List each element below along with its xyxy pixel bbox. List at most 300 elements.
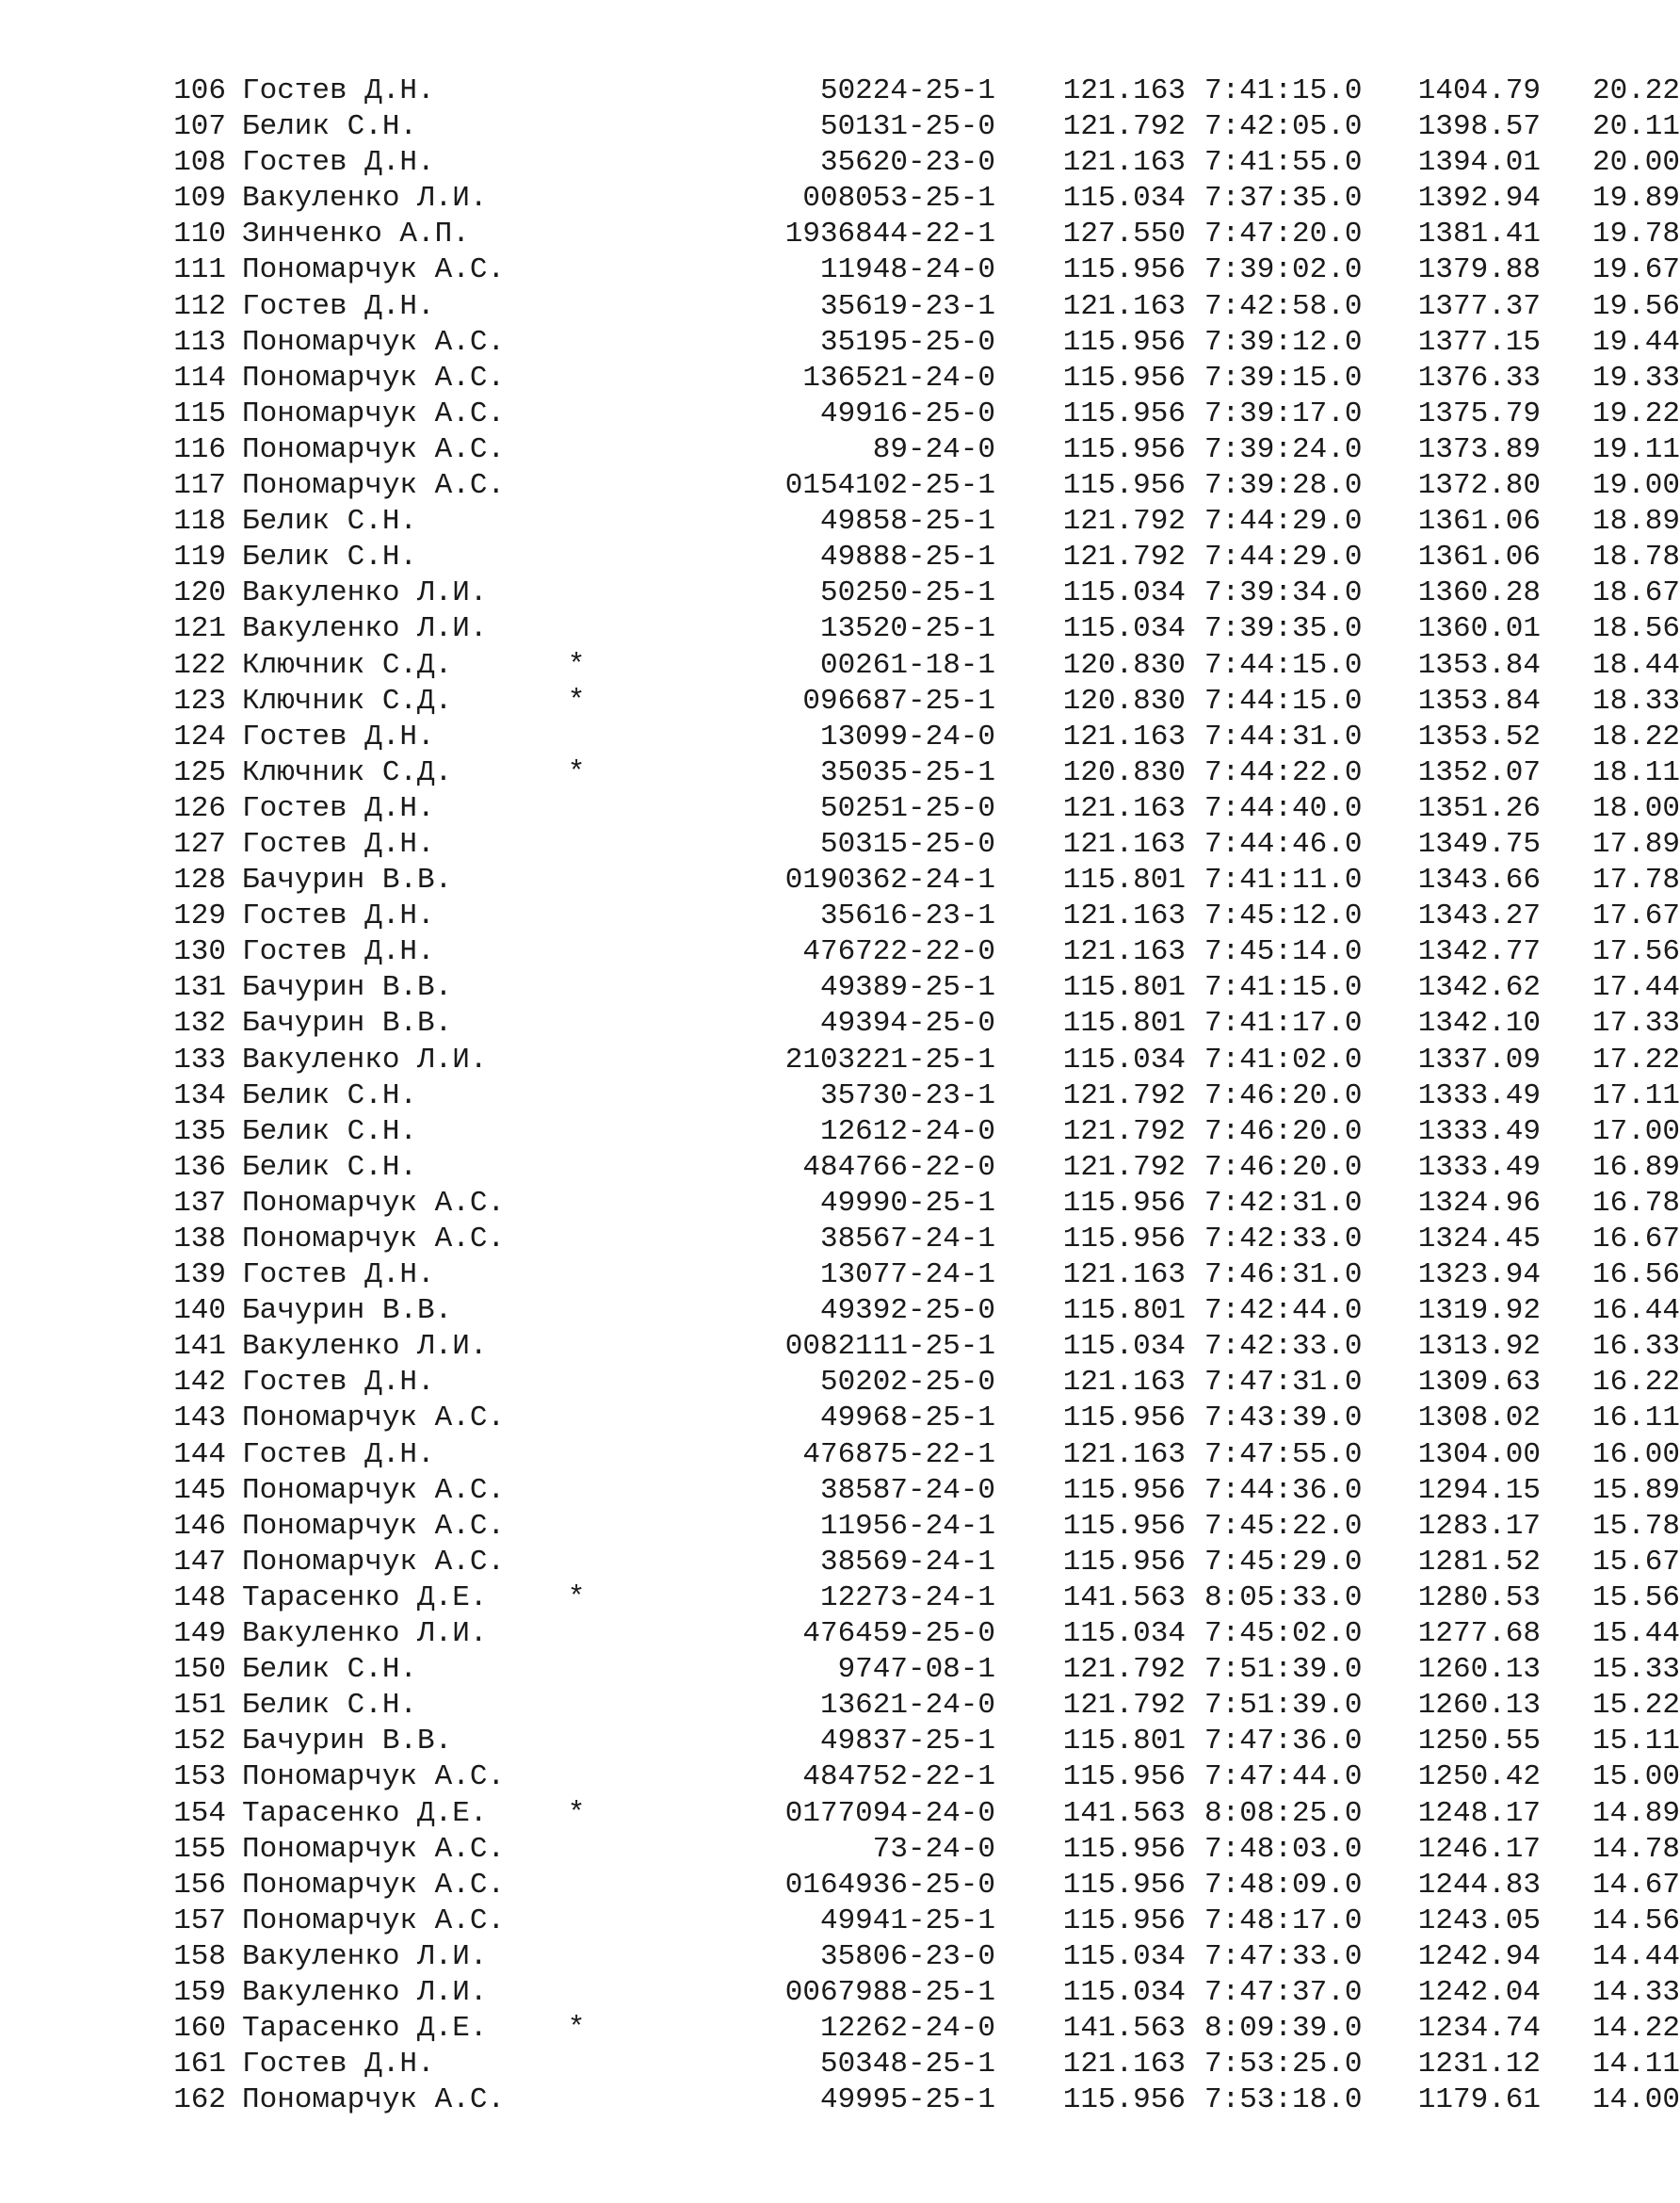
- score: 16.56: [1591, 1258, 1680, 1292]
- score: 18.44: [1591, 648, 1680, 682]
- arrival-time: 7:39:28.0: [1204, 469, 1363, 503]
- distance: 121.792: [1062, 110, 1186, 144]
- distance: 121.792: [1062, 1689, 1186, 1723]
- speed: 1250.42: [1417, 1760, 1541, 1794]
- distance: 121.792: [1062, 1653, 1186, 1687]
- distance: 115.956: [1062, 397, 1186, 430]
- score: 20.22: [1591, 74, 1680, 107]
- distance: 115.956: [1062, 1903, 1186, 1937]
- fancier-name: Пономарчук А.С.: [242, 325, 506, 359]
- place-number: 150: [173, 1653, 226, 1687]
- distance: 141.563: [1062, 1580, 1186, 1614]
- star-mark: *: [567, 684, 586, 718]
- ring-number: 12273-24-1: [819, 1580, 995, 1614]
- arrival-time: 7:39:24.0: [1204, 432, 1363, 466]
- table-row: [164, 970, 1680, 1006]
- arrival-time: 7:46:20.0: [1204, 1114, 1363, 1148]
- ring-number: 11948-24-0: [819, 253, 995, 287]
- fancier-name: Гостев Д.Н.: [242, 74, 435, 107]
- speed: 1260.13: [1417, 1689, 1541, 1723]
- arrival-time: 7:44:40.0: [1204, 791, 1363, 825]
- place-number: 113: [173, 325, 226, 359]
- ring-number: 35616-23-1: [819, 899, 995, 933]
- place-number: 157: [173, 1903, 226, 1937]
- arrival-time: 7:45:02.0: [1204, 1617, 1363, 1651]
- fancier-name: Пономарчук А.С.: [242, 361, 506, 395]
- speed: 1343.66: [1417, 864, 1541, 898]
- speed: 1337.09: [1417, 1043, 1541, 1077]
- fancier-name: Пономарчук А.С.: [242, 253, 506, 287]
- score: 14.33: [1591, 1975, 1680, 2009]
- table-row: [164, 181, 1680, 217]
- table-row: [164, 540, 1680, 575]
- arrival-time: 7:42:33.0: [1204, 1330, 1363, 1364]
- fancier-name: Гостев Д.Н.: [242, 935, 435, 969]
- fancier-name: Гостев Д.Н.: [242, 289, 435, 323]
- fancier-name: Ключник С.Д.: [242, 755, 453, 789]
- score: 15.67: [1591, 1545, 1680, 1579]
- place-number: 139: [173, 1258, 226, 1292]
- ring-number: 0190362-24-1: [784, 864, 995, 898]
- fancier-name: Пономарчук А.С.: [242, 1903, 506, 1937]
- place-number: 109: [173, 182, 226, 216]
- place-number: 161: [173, 2048, 226, 2082]
- speed: 1373.89: [1417, 432, 1541, 466]
- arrival-time: 7:46:31.0: [1204, 1258, 1363, 1292]
- score: 15.33: [1591, 1653, 1680, 1687]
- ring-number: 476722-22-0: [802, 935, 995, 969]
- ring-number: 50315-25-0: [819, 827, 995, 861]
- distance: 121.163: [1062, 1366, 1186, 1400]
- place-number: 140: [173, 1294, 226, 1328]
- score: 20.11: [1591, 110, 1680, 144]
- table-row: [164, 2082, 1680, 2118]
- ring-number: 476459-25-0: [802, 1617, 995, 1651]
- distance: 115.034: [1062, 1043, 1186, 1077]
- arrival-time: 7:47:36.0: [1204, 1725, 1363, 1758]
- speed: 1319.92: [1417, 1294, 1541, 1328]
- score: 17.67: [1591, 899, 1680, 933]
- ring-number: 50224-25-1: [819, 74, 995, 107]
- fancier-name: Пономарчук А.С.: [242, 1223, 506, 1255]
- star-mark: *: [567, 2012, 586, 2046]
- ring-number: 49888-25-1: [819, 541, 995, 575]
- distance: 121.163: [1062, 1258, 1186, 1292]
- place-number: 148: [173, 1580, 226, 1614]
- distance: 121.163: [1062, 899, 1186, 933]
- score: 20.00: [1591, 146, 1680, 180]
- distance: 115.034: [1062, 182, 1186, 216]
- score: 15.22: [1591, 1689, 1680, 1723]
- table-row: [164, 1796, 1680, 1832]
- place-number: 155: [173, 1832, 226, 1866]
- arrival-time: 7:42:58.0: [1204, 289, 1363, 323]
- table-row: [164, 1293, 1680, 1329]
- arrival-time: 7:47:44.0: [1204, 1760, 1363, 1794]
- arrival-time: 7:48:09.0: [1204, 1868, 1363, 1902]
- place-number: 144: [173, 1437, 226, 1471]
- score: 15.89: [1591, 1473, 1680, 1507]
- place-number: 117: [173, 469, 226, 503]
- score: 14.00: [1591, 2083, 1680, 2117]
- ring-number: 35620-23-0: [819, 146, 995, 180]
- table-row: [164, 217, 1680, 252]
- arrival-time: 7:42:44.0: [1204, 1294, 1363, 1328]
- ring-number: 49941-25-1: [819, 1903, 995, 1937]
- distance: 120.830: [1062, 648, 1186, 682]
- score: 18.11: [1591, 755, 1680, 789]
- place-number: 160: [173, 2012, 226, 2046]
- speed: 1361.06: [1417, 505, 1541, 539]
- table-row: [164, 863, 1680, 899]
- score: 19.11: [1591, 432, 1680, 466]
- fancier-name: Пономарчук А.С.: [242, 1760, 506, 1794]
- arrival-time: 7:53:25.0: [1204, 2048, 1363, 2082]
- ring-number: 38567-24-1: [819, 1223, 995, 1255]
- arrival-time: 7:53:18.0: [1204, 2083, 1363, 2117]
- speed: 1352.07: [1417, 755, 1541, 789]
- table-row: [164, 1724, 1680, 1759]
- arrival-time: 7:46:20.0: [1204, 1078, 1363, 1112]
- ring-number: 49392-25-0: [819, 1294, 995, 1328]
- star-mark: *: [567, 1796, 586, 1830]
- speed: 1360.01: [1417, 612, 1541, 646]
- star-mark: *: [567, 648, 586, 682]
- arrival-time: 7:37:35.0: [1204, 182, 1363, 216]
- score: 17.78: [1591, 864, 1680, 898]
- table-row: [164, 2047, 1680, 2082]
- fancier-name: Вакуленко Л.И.: [242, 1939, 488, 1973]
- fancier-name: Зинченко А.П.: [242, 218, 470, 251]
- score: 18.56: [1591, 612, 1680, 646]
- arrival-time: 7:45:29.0: [1204, 1545, 1363, 1579]
- speed: 1277.68: [1417, 1617, 1541, 1651]
- score: 19.56: [1591, 289, 1680, 323]
- speed: 1375.79: [1417, 397, 1541, 430]
- ring-number: 13520-25-1: [819, 612, 995, 646]
- table-row: [164, 1401, 1680, 1436]
- table-row: [164, 252, 1680, 288]
- score: 18.89: [1591, 505, 1680, 539]
- place-number: 153: [173, 1760, 226, 1794]
- distance: 115.034: [1062, 1617, 1186, 1651]
- speed: 1260.13: [1417, 1653, 1541, 1687]
- ring-number: 35035-25-1: [819, 755, 995, 789]
- ring-number: 484766-22-0: [802, 1150, 995, 1184]
- speed: 1248.17: [1417, 1796, 1541, 1830]
- score: 17.44: [1591, 971, 1680, 1005]
- fancier-name: Бачурин В.В.: [242, 1725, 453, 1758]
- table-row: [164, 1545, 1680, 1580]
- score: 14.78: [1591, 1832, 1680, 1866]
- speed: 1333.49: [1417, 1150, 1541, 1184]
- ring-number: 50251-25-0: [819, 791, 995, 825]
- distance: 115.034: [1062, 1330, 1186, 1364]
- ring-number: 096687-25-1: [802, 684, 995, 718]
- score: 16.11: [1591, 1401, 1680, 1435]
- arrival-time: 7:45:22.0: [1204, 1509, 1363, 1543]
- speed: 1250.55: [1417, 1725, 1541, 1758]
- score: 16.22: [1591, 1366, 1680, 1400]
- ring-number: 12262-24-0: [819, 2012, 995, 2046]
- ring-number: 49995-25-1: [819, 2083, 995, 2117]
- distance: 115.956: [1062, 1545, 1186, 1579]
- distance: 121.792: [1062, 1078, 1186, 1112]
- arrival-time: 7:48:17.0: [1204, 1903, 1363, 1937]
- score: 18.00: [1591, 791, 1680, 825]
- place-number: 116: [173, 432, 226, 466]
- ring-number: 0067988-25-1: [784, 1975, 995, 2009]
- distance: 121.163: [1062, 791, 1186, 825]
- ring-number: 49858-25-1: [819, 505, 995, 539]
- arrival-time: 7:48:03.0: [1204, 1832, 1363, 1866]
- distance: 115.801: [1062, 864, 1186, 898]
- fancier-name: Белик С.Н.: [242, 110, 418, 144]
- ring-number: 11956-24-1: [819, 1509, 995, 1543]
- table-row: [164, 827, 1680, 863]
- distance: 115.956: [1062, 253, 1186, 287]
- speed: 1360.28: [1417, 576, 1541, 610]
- score: 18.67: [1591, 576, 1680, 610]
- ring-number: 13077-24-1: [819, 1258, 995, 1292]
- table-row: [164, 361, 1680, 397]
- place-number: 108: [173, 146, 226, 180]
- speed: 1353.52: [1417, 720, 1541, 753]
- distance: 115.034: [1062, 1975, 1186, 2009]
- distance: 115.956: [1062, 1832, 1186, 1866]
- speed: 1353.84: [1417, 684, 1541, 718]
- table-row: [164, 325, 1680, 361]
- speed: 1283.17: [1417, 1509, 1541, 1543]
- score: 17.56: [1591, 935, 1680, 969]
- ring-number: 476875-22-1: [802, 1437, 995, 1471]
- table-row: [164, 1903, 1680, 1939]
- place-number: 135: [173, 1114, 226, 1148]
- ring-number: 49837-25-1: [819, 1725, 995, 1758]
- table-row: [164, 397, 1680, 432]
- table-row: [164, 73, 1680, 109]
- place-number: 112: [173, 289, 226, 323]
- speed: 1377.15: [1417, 325, 1541, 359]
- table-row: [164, 720, 1680, 755]
- score: 18.78: [1591, 541, 1680, 575]
- distance: 121.163: [1062, 935, 1186, 969]
- fancier-name: Пономарчук А.С.: [242, 1186, 506, 1220]
- ring-number: 136521-24-0: [802, 361, 995, 395]
- table-row: [164, 1868, 1680, 1903]
- fancier-name: Белик С.Н.: [242, 1114, 418, 1148]
- ring-number: 0177094-24-0: [784, 1796, 995, 1830]
- distance: 141.563: [1062, 2012, 1186, 2046]
- distance: 120.830: [1062, 755, 1186, 789]
- place-number: 143: [173, 1401, 226, 1435]
- place-number: 158: [173, 1939, 226, 1973]
- score: 18.33: [1591, 684, 1680, 718]
- speed: 1304.00: [1417, 1437, 1541, 1471]
- place-number: 159: [173, 1975, 226, 2009]
- arrival-time: 7:44:29.0: [1204, 505, 1363, 539]
- place-number: 151: [173, 1689, 226, 1723]
- star-mark: *: [567, 1580, 586, 1614]
- arrival-time: 7:44:36.0: [1204, 1473, 1363, 1507]
- speed: 1280.53: [1417, 1580, 1541, 1614]
- ring-number: 484752-22-1: [802, 1760, 995, 1794]
- star-mark: *: [567, 755, 586, 789]
- speed: 1342.77: [1417, 935, 1541, 969]
- fancier-name: Пономарчук А.С.: [242, 397, 506, 430]
- table-row: [164, 1509, 1680, 1545]
- place-number: 147: [173, 1545, 226, 1579]
- fancier-name: Вакуленко Л.И.: [242, 1617, 488, 1651]
- place-number: 142: [173, 1366, 226, 1400]
- place-number: 149: [173, 1617, 226, 1651]
- table-row: [164, 1759, 1680, 1795]
- table-row: [164, 1832, 1680, 1868]
- table-row: [164, 1939, 1680, 1975]
- distance: 121.792: [1062, 541, 1186, 575]
- arrival-time: 8:05:33.0: [1204, 1580, 1363, 1614]
- fancier-name: Белик С.Н.: [242, 1689, 418, 1723]
- distance: 121.163: [1062, 74, 1186, 107]
- speed: 1353.84: [1417, 648, 1541, 682]
- ring-number: 49990-25-1: [819, 1186, 995, 1220]
- speed: 1231.12: [1417, 2048, 1541, 2082]
- speed: 1381.41: [1417, 218, 1541, 251]
- table-row: [164, 1114, 1680, 1150]
- distance: 127.550: [1062, 218, 1186, 251]
- fancier-name: Вакуленко Л.И.: [242, 1330, 488, 1364]
- distance: 115.034: [1062, 1939, 1186, 1973]
- distance: 115.956: [1062, 325, 1186, 359]
- arrival-time: 7:47:20.0: [1204, 218, 1363, 251]
- speed: 1324.45: [1417, 1223, 1541, 1255]
- table-row: [164, 1006, 1680, 1042]
- score: 14.89: [1591, 1796, 1680, 1830]
- place-number: 128: [173, 864, 226, 898]
- place-number: 125: [173, 755, 226, 789]
- place-number: 120: [173, 576, 226, 610]
- distance: 115.956: [1062, 432, 1186, 466]
- ring-number: 50131-25-0: [819, 110, 995, 144]
- place-number: 137: [173, 1186, 226, 1220]
- distance: 115.956: [1062, 2083, 1186, 2117]
- speed: 1294.15: [1417, 1473, 1541, 1507]
- table-row: [164, 1078, 1680, 1114]
- fancier-name: Бачурин В.В.: [242, 1007, 453, 1041]
- arrival-time: 7:42:31.0: [1204, 1186, 1363, 1220]
- arrival-time: 8:09:39.0: [1204, 2012, 1363, 2046]
- fancier-name: Гостев Д.Н.: [242, 146, 435, 180]
- place-number: 123: [173, 684, 226, 718]
- score: 19.33: [1591, 361, 1680, 395]
- ring-number: 1936844-22-1: [784, 218, 995, 251]
- arrival-time: 7:41:11.0: [1204, 864, 1363, 898]
- arrival-time: 8:08:25.0: [1204, 1796, 1363, 1830]
- distance: 121.163: [1062, 720, 1186, 753]
- distance: 121.792: [1062, 1114, 1186, 1148]
- place-number: 138: [173, 1223, 226, 1255]
- fancier-name: Вакуленко Л.И.: [242, 1043, 488, 1077]
- place-number: 130: [173, 935, 226, 969]
- distance: 115.956: [1062, 469, 1186, 503]
- score: 16.00: [1591, 1437, 1680, 1471]
- score: 19.78: [1591, 218, 1680, 251]
- distance: 115.034: [1062, 612, 1186, 646]
- distance: 121.163: [1062, 289, 1186, 323]
- arrival-time: 7:47:55.0: [1204, 1437, 1363, 1471]
- distance: 115.801: [1062, 1725, 1186, 1758]
- speed: 1324.96: [1417, 1186, 1541, 1220]
- place-number: 107: [173, 110, 226, 144]
- place-number: 122: [173, 648, 226, 682]
- fancier-name: Пономарчук А.С.: [242, 1473, 506, 1507]
- speed: 1398.57: [1417, 110, 1541, 144]
- place-number: 136: [173, 1150, 226, 1184]
- ring-number: 49968-25-1: [819, 1401, 995, 1435]
- place-number: 131: [173, 971, 226, 1005]
- results-table: [164, 73, 1680, 2118]
- speed: 1392.94: [1417, 182, 1541, 216]
- score: 17.33: [1591, 1007, 1680, 1041]
- fancier-name: Пономарчук А.С.: [242, 2083, 506, 2117]
- arrival-time: 7:41:15.0: [1204, 74, 1363, 107]
- score: 14.56: [1591, 1903, 1680, 1937]
- score: 18.22: [1591, 720, 1680, 753]
- ring-number: 50250-25-1: [819, 576, 995, 610]
- score: 15.56: [1591, 1580, 1680, 1614]
- place-number: 110: [173, 218, 226, 251]
- score: 17.11: [1591, 1078, 1680, 1112]
- score: 17.89: [1591, 827, 1680, 861]
- speed: 1351.26: [1417, 791, 1541, 825]
- ring-number: 2103221-25-1: [784, 1043, 995, 1077]
- fancier-name: Вакуленко Л.И.: [242, 576, 488, 610]
- distance: 115.956: [1062, 1223, 1186, 1255]
- ring-number: 50348-25-1: [819, 2048, 995, 2082]
- distance: 115.956: [1062, 1473, 1186, 1507]
- distance: 115.956: [1062, 1186, 1186, 1220]
- place-number: 126: [173, 791, 226, 825]
- fancier-name: Вакуленко Л.И.: [242, 1975, 488, 2009]
- fancier-name: Гостев Д.Н.: [242, 2048, 435, 2082]
- place-number: 133: [173, 1043, 226, 1077]
- table-row: [164, 1580, 1680, 1616]
- speed: 1242.94: [1417, 1939, 1541, 1973]
- table-row: [164, 648, 1680, 684]
- score: 15.44: [1591, 1617, 1680, 1651]
- place-number: 145: [173, 1473, 226, 1507]
- arrival-time: 7:44:15.0: [1204, 648, 1363, 682]
- ring-number: 35806-23-0: [819, 1939, 995, 1973]
- distance: 141.563: [1062, 1796, 1186, 1830]
- speed: 1308.02: [1417, 1401, 1541, 1435]
- distance: 121.792: [1062, 505, 1186, 539]
- table-row: [164, 109, 1680, 145]
- score: 17.00: [1591, 1114, 1680, 1148]
- arrival-time: 7:42:33.0: [1204, 1223, 1363, 1255]
- arrival-time: 7:41:02.0: [1204, 1043, 1363, 1077]
- arrival-time: 7:39:15.0: [1204, 361, 1363, 395]
- score: 16.67: [1591, 1223, 1680, 1255]
- ring-number: 38587-24-0: [819, 1473, 995, 1507]
- distance: 115.956: [1062, 1760, 1186, 1794]
- ring-number: 50202-25-0: [819, 1366, 995, 1400]
- place-number: 152: [173, 1725, 226, 1758]
- table-row: [164, 1329, 1680, 1365]
- arrival-time: 7:44:15.0: [1204, 684, 1363, 718]
- place-number: 146: [173, 1509, 226, 1543]
- distance: 115.801: [1062, 1294, 1186, 1328]
